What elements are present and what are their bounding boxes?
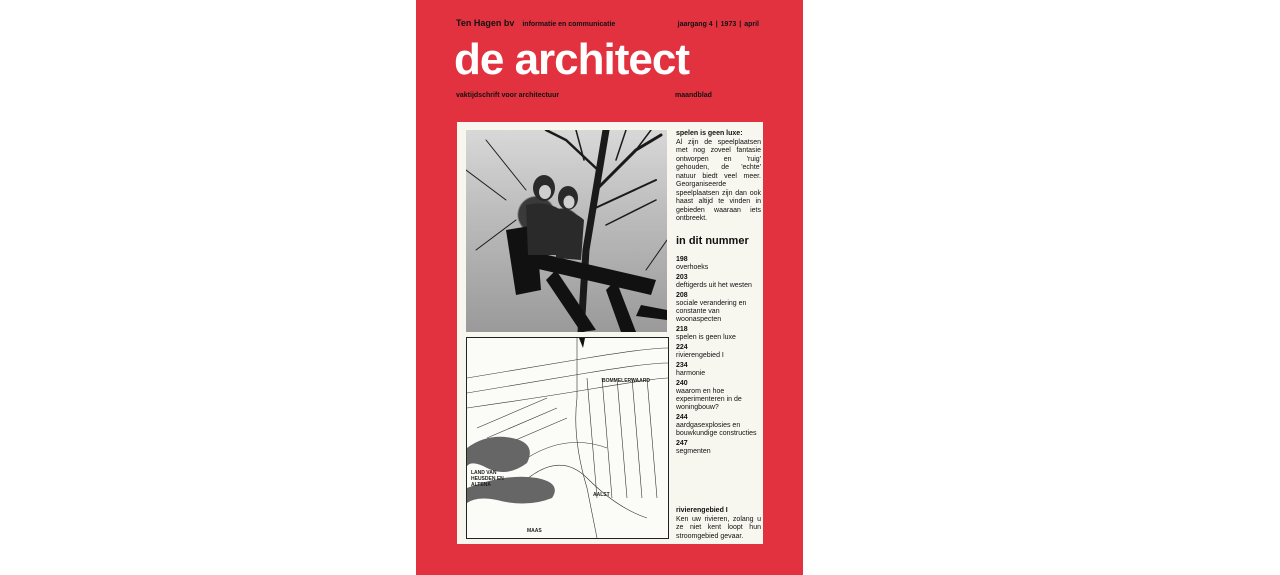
issue-volume: jaargang 4 <box>677 21 713 28</box>
issue-separator: | <box>739 21 742 28</box>
river-region-map <box>466 337 669 539</box>
toc-heading: in dit nummer <box>676 235 749 247</box>
toc-item[interactable] <box>676 326 761 342</box>
issue-month: april <box>744 21 759 28</box>
magazine-subtitle: vaktijdschrift voor architectuur <box>456 92 560 99</box>
toc-item[interactable] <box>676 440 761 456</box>
toc-title: overhoeks <box>676 264 709 271</box>
map-drawing <box>467 338 668 538</box>
toc-item[interactable] <box>676 380 761 412</box>
toc-title: spelen is geen luxe <box>676 334 736 341</box>
tree-climbing-children-illustration <box>466 130 667 332</box>
issue-separator: | <box>715 21 718 28</box>
toc-page-number: 218 <box>676 326 688 333</box>
table-of-contents <box>676 256 761 458</box>
map-label-bommelerwaard: BOMMELERWAARD <box>602 378 650 384</box>
toc-item[interactable] <box>676 256 761 272</box>
map-label-altena: LAND VAN HEUSDEN EN ALTENA <box>471 470 504 488</box>
toc-title: waarom en hoe experimenteren in de woningbouw? <box>676 388 742 411</box>
issue-year: 1973 <box>720 21 737 28</box>
magazine-title: de architect <box>454 35 689 84</box>
magazine-cover <box>416 0 803 575</box>
rivierengebied-blurb <box>676 507 761 541</box>
toc-page-number: 244 <box>676 414 688 421</box>
map-label-maas: MAAS <box>527 528 542 534</box>
feature-heading: spelen is geen luxe: <box>676 130 743 137</box>
toc-item[interactable] <box>676 274 761 290</box>
toc-item[interactable] <box>676 414 761 438</box>
masthead-top-line <box>456 18 759 28</box>
toc-title: aardgasexplosies en bouwkundige constructies <box>676 422 757 437</box>
toc-page-number: 203 <box>676 274 688 281</box>
cover-content-panel <box>457 122 763 544</box>
bottom-text: Ken uw rivieren, zolang u ze niet kent loopt hun stroomgebied gevaar. <box>676 515 761 540</box>
map-label-aalst: AALST <box>593 492 610 498</box>
toc-page-number: 198 <box>676 256 688 263</box>
magazine-frequency: maandblad <box>675 92 712 99</box>
feature-blurb <box>676 130 761 224</box>
toc-page-number: 240 <box>676 380 688 387</box>
toc-item[interactable] <box>676 292 761 324</box>
toc-title: harmonie <box>676 370 706 377</box>
toc-title: rivierengebied I <box>676 352 724 359</box>
toc-title: sociale verandering en constante van woonaspecten <box>676 300 747 323</box>
toc-item[interactable] <box>676 362 761 378</box>
publisher-tagline: informatie en communicatie <box>522 21 616 28</box>
publisher-name: Ten Hagen bv <box>456 18 515 28</box>
feature-text: Al zijn de speelplaatsen met nog zoveel fantasie ontworpen en 'ruig' gehouden, de 'echte' natuur biedt veel meer. Georganiseerde speelplaatsen zijn dan ook haast altijd te vinden in gebieden waaraan iets ontbreekt. <box>676 138 761 222</box>
issue-info <box>678 21 759 28</box>
toc-page-number: 247 <box>676 440 688 447</box>
toc-page-number: 234 <box>676 362 688 369</box>
toc-page-number: 208 <box>676 292 688 299</box>
toc-item[interactable] <box>676 344 761 360</box>
toc-title: segmenten <box>676 448 711 455</box>
cover-photo <box>466 130 667 332</box>
bottom-heading: rivierengebied I <box>676 507 728 514</box>
toc-title: deftigerds uit het westen <box>676 282 752 289</box>
toc-page-number: 224 <box>676 344 688 351</box>
